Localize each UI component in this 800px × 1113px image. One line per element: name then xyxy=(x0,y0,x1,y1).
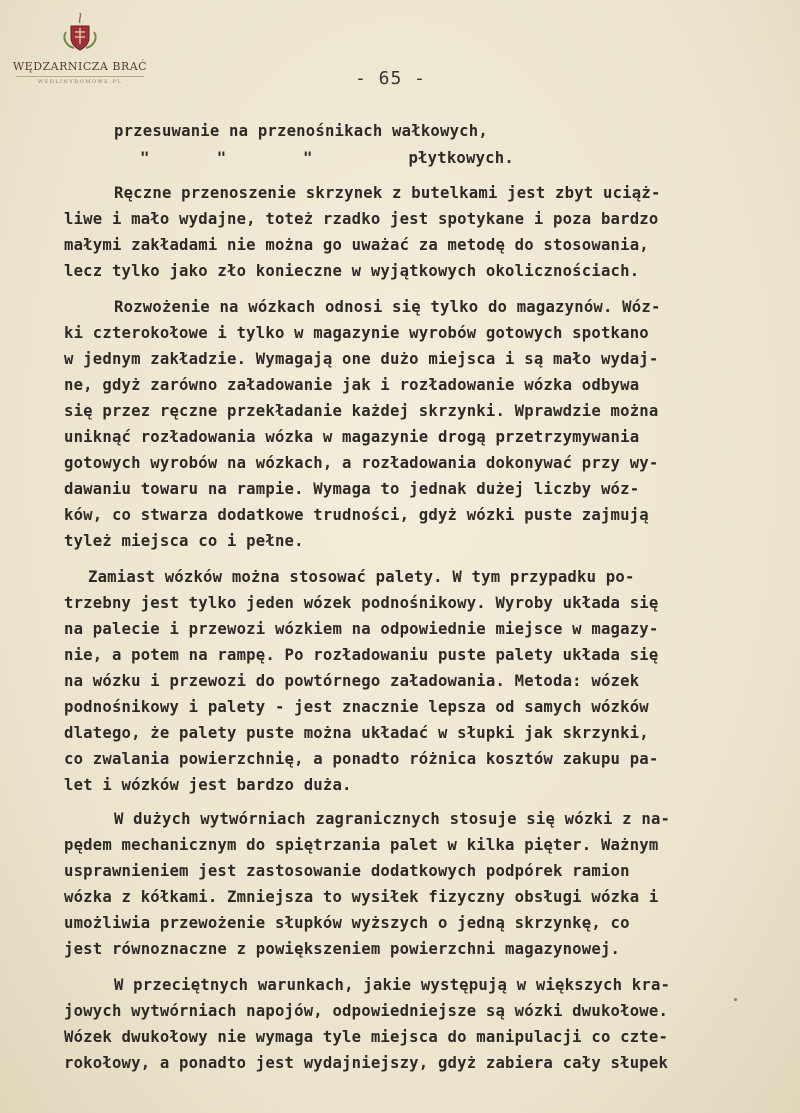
text-line-29: wózka z kółkami. Zmniejsza to wysiłek fizyczny obsługi wózka i xyxy=(64,888,659,906)
watermark-logo xyxy=(10,10,150,95)
text-line-16: tyleż miejsca co i pełne. xyxy=(64,532,304,550)
text-line-32: W przeciętnych warunkach, jakie występują w większych kra- xyxy=(114,976,671,994)
text-line-14: dawaniu towaru na rampie. Wymaga to jednak dużej liczby wóz- xyxy=(64,480,640,498)
crest-icon xyxy=(60,10,100,54)
text-line-18: trzebny jest tylko jeden wózek podnośnikowy. Wyroby układa się xyxy=(64,594,659,612)
text-line-10: ne, gdyż zarówno załadowanie jak i rozładowanie wózka odbywa xyxy=(64,376,640,394)
text-line-27: pędem mechanicznym do spiętrzania palet w kilka pięter. Ważnym xyxy=(64,836,659,854)
text-line-30: umożliwia przewożenie słupków wyższych o jedną skrzynkę, co xyxy=(64,914,630,932)
text-line-3: Ręczne przenoszenie skrzynek z butelkami jest zbyt uciąż- xyxy=(114,184,661,202)
text-line-15: ków, co stwarza dodatkowe trudności, gdyż wózki puste zajmują xyxy=(64,506,649,524)
text-line-20: nie, a potem na rampę. Po rozładowaniu puste palety układa się xyxy=(64,646,659,664)
text-line-17: Zamiast wózków można stosować palety. W tym przypadku po- xyxy=(88,568,635,586)
text-line-2: " " " płytkowych. xyxy=(140,149,514,167)
logo-divider xyxy=(16,76,144,77)
text-line-6: lecz tylko jako zło konieczne w wyjątkowych okolicznościach. xyxy=(64,262,640,280)
text-line-19: na palecie i przewozi wózkiem na odpowiednie miejsce w magazy- xyxy=(64,620,659,638)
text-line-26: W dużych wytwórniach zagranicznych stosuje się wózki z na- xyxy=(114,810,671,828)
text-line-24: co zwalania powierzchnię, a ponadto różnica kosztów zakupu pa- xyxy=(64,750,659,768)
logo-subtitle: WEDLINYDOMOWE.PL xyxy=(37,79,123,85)
text-line-23: dlatego, że palety puste można układać w słupki jak skrzynki, xyxy=(64,724,649,742)
text-line-1: przesuwanie na przenośnikach wałkowych, xyxy=(114,122,488,140)
ink-spot xyxy=(734,998,737,1001)
text-line-31: jest równoznaczne z powiększeniem powierzchni magazynowej. xyxy=(64,940,621,958)
text-line-9: w jednym zakładzie. Wymagają one dużo miejsca i są mało wydaj- xyxy=(64,350,659,368)
text-line-11: się przez ręczne przekładanie każdej skrzynki. Wprawdzie można xyxy=(64,402,659,420)
text-line-5: małymi zakładami nie można go uważać za metodę do stosowania, xyxy=(64,236,649,254)
text-line-25: let i wózków jest bardzo duża. xyxy=(64,776,352,794)
text-line-13: gotowych wyrobów na wózkach, a rozładowania dokonywać przy wy- xyxy=(64,454,659,472)
logo-name: WĘDZARNICZA BRAĆ xyxy=(12,60,148,73)
text-line-21: na wózku i przewozi do powtórnego załadowania. Metoda: wózek xyxy=(64,672,640,690)
page-number: - 65 - xyxy=(355,68,427,89)
text-line-28: usprawnieniem jest zastosowanie dodatkowych podpórek ramion xyxy=(64,862,630,880)
text-line-34: Wózek dwukołowy nie wymaga tyle miejsca do manipulacji co czte- xyxy=(64,1028,669,1046)
text-line-8: ki czterokołowe i tylko w magazynie wyrobów gotowych spotkano xyxy=(64,324,649,342)
text-line-22: podnośnikowy i palety - jest znacznie lepsza od samych wózków xyxy=(64,698,649,716)
text-line-33: jowych wytwórniach napojów, odpowiedniejsze są wózki dwukołowe. xyxy=(64,1002,669,1020)
text-line-12: uniknąć rozładowania wózka w magazynie drogą przetrzymywania xyxy=(64,428,640,446)
text-line-7: Rozwożenie na wózkach odnosi się tylko do magazynów. Wóz- xyxy=(114,298,661,316)
text-line-35: rokołowy, a ponadto jest wydajniejszy, gdyż zabiera cały słupek xyxy=(64,1054,669,1072)
text-line-4: liwe i mało wydajne, toteż rzadko jest spotykane i poza bardzo xyxy=(64,210,659,228)
